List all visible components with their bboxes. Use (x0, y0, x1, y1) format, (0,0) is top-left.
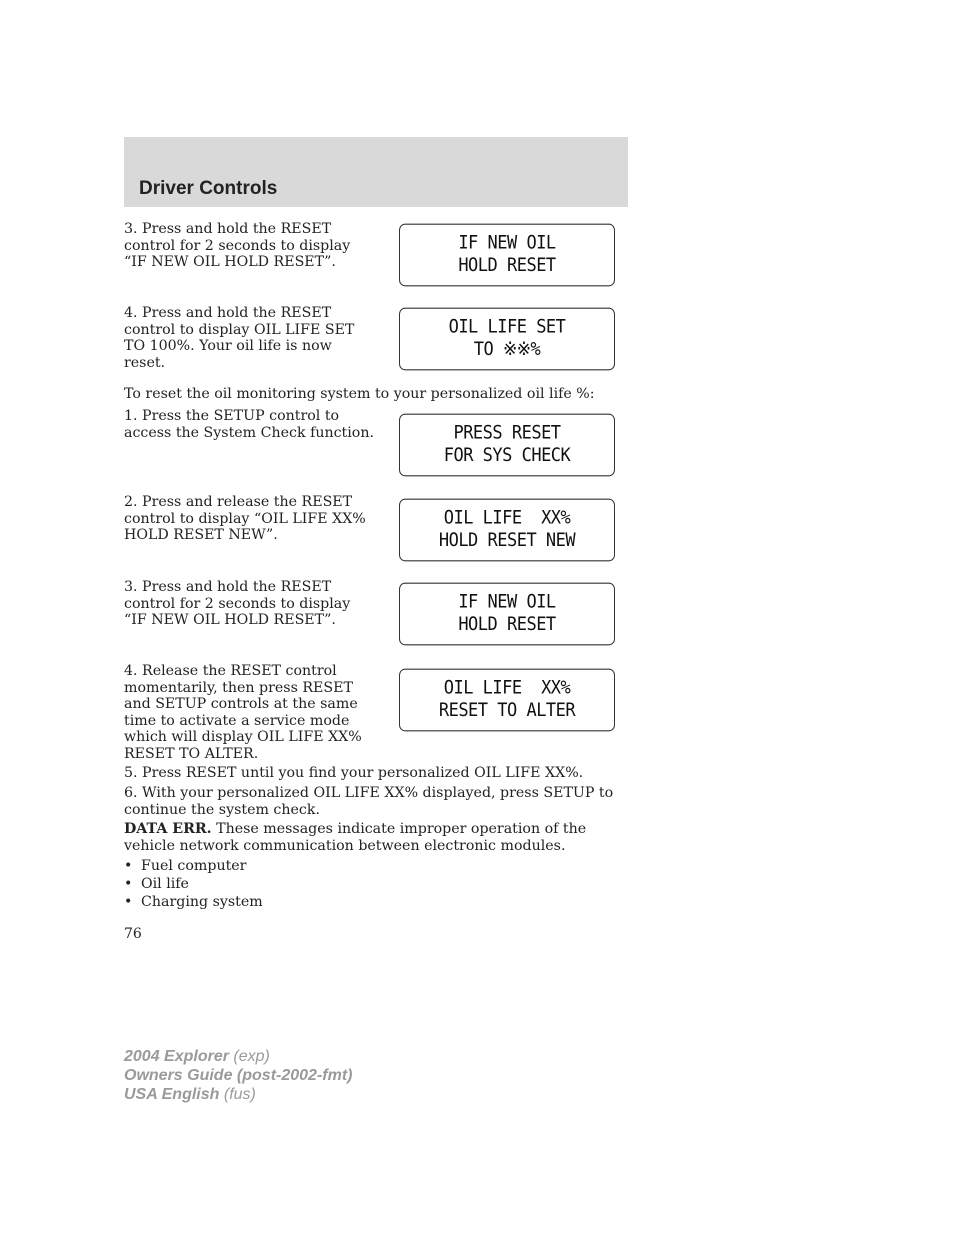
intro-text: To reset the oil monitoring system to your personalized oil life %: (124, 386, 595, 402)
lcd-line-2: FOR SYS CHECK (443, 445, 571, 467)
list-item-label: Oil life (141, 876, 189, 892)
lcd-line-1: PRESS RESET (453, 422, 561, 444)
lcd-line-1: OIL LIFE XX% (443, 507, 571, 529)
bullet-icon: • (124, 894, 133, 910)
list-item (124, 857, 263, 875)
bullet-list (124, 857, 263, 911)
step-b2-text: 2. Press and release the RESET control to display “OIL LIFE XX% HOLD RESET NEW”. (124, 494, 366, 543)
lcd-line-1: IF NEW OIL (458, 591, 556, 613)
section-title: Driver Controls (139, 178, 278, 199)
lcd-display-a3 (399, 224, 615, 287)
lcd-line-2: HOLD RESET (458, 255, 556, 277)
page-number: 76 (124, 926, 142, 942)
document-footer (124, 1047, 352, 1104)
data-err-label: DATA ERR. (124, 821, 212, 837)
step-b3-text: 3. Press and hold the RESET control for 2 seconds to display “IF NEW OIL HOLD RESET”. (124, 579, 351, 628)
list-item (124, 893, 263, 911)
lcd-line-1: IF NEW OIL (458, 232, 556, 254)
lcd-display-b4 (399, 669, 615, 732)
step-6-text: 6. With your personalized OIL LIFE XX% displayed, press SETUP to continue the system check. (124, 785, 614, 818)
lcd-display-b1 (399, 414, 615, 477)
lcd-display-b2 (399, 499, 615, 562)
lcd-line-1: OIL LIFE SET (448, 316, 566, 338)
step-b1-text: 1. Press the SETUP control to access the System Check function. (124, 408, 374, 441)
step-a3-text: 3. Press and hold the RESET control for 2 seconds to display “IF NEW OIL HOLD RESET”. (124, 221, 351, 270)
lcd-display-a4 (399, 308, 615, 371)
bullet-icon: • (124, 858, 133, 874)
step-5-text: 5. Press RESET until you find your personalized OIL LIFE XX%. (124, 765, 584, 781)
list-item-label: Fuel computer (141, 858, 247, 874)
data-err-text: These messages indicate improper operation of the vehicle network communication between electronic modules. (124, 821, 587, 854)
bullet-icon: • (124, 876, 133, 892)
data-err-paragraph (124, 821, 624, 854)
footer-line-3: USA English (fus) (124, 1086, 256, 1103)
lcd-line-2: HOLD RESET NEW (438, 530, 576, 552)
lcd-display-b3 (399, 583, 615, 646)
list-item (124, 875, 263, 893)
lcd-line-2: TO ※※% (473, 339, 541, 361)
footer-line-1: 2004 Explorer (exp) (124, 1048, 270, 1065)
lcd-line-1: OIL LIFE XX% (443, 677, 571, 699)
lcd-line-2: RESET TO ALTER (438, 700, 576, 722)
step-a4-text: 4. Press and hold the RESET control to display OIL LIFE SET TO 100%. Your oil life is now reset. (124, 305, 355, 371)
footer-line-2: Owners Guide (post-2002-fmt) (124, 1067, 353, 1084)
list-item-label: Charging system (141, 894, 263, 910)
lcd-line-2: HOLD RESET (458, 614, 556, 636)
step-b4-text: 4. Release the RESET control momentarily, then press RESET and SETUP controls at the same time to activate a service mode which will display OIL LIFE XX% RESET TO ALTER. (124, 663, 362, 762)
